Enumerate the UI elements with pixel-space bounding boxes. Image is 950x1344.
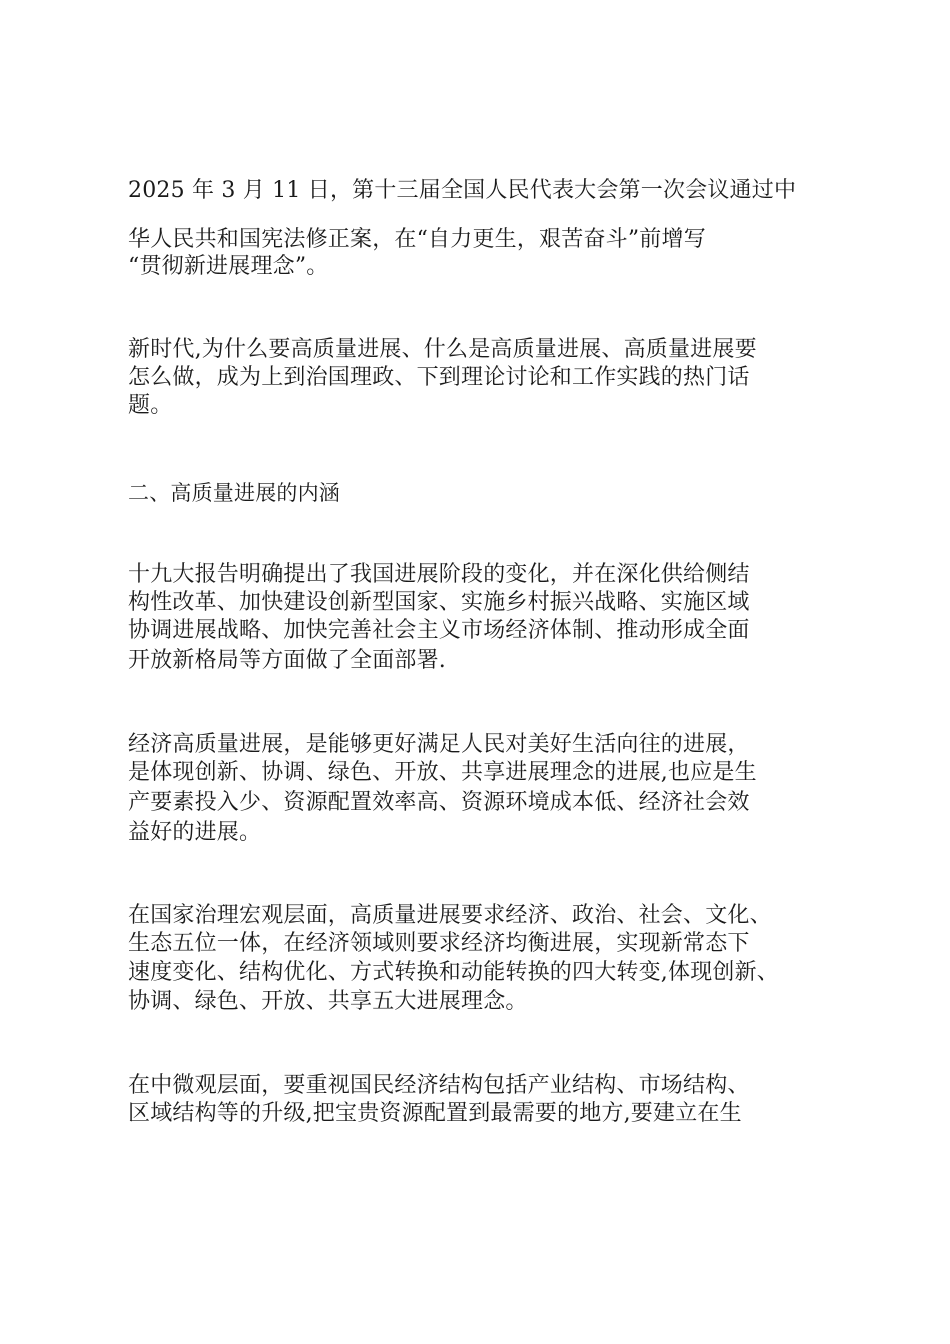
paragraph-4-line-2: 是体现创新、协调、绿色、开放、共享进展理念的进展,也应是生 — [128, 760, 757, 785]
paragraph-1-line-1: 2025 年 3 月 11 日，第十三届全国人民代表大会第一次会议通过中 — [128, 178, 797, 203]
paragraph-2-line-1: 新时代,为什么要高质量进展、什么是高质量进展、高质量进展要 — [128, 337, 757, 362]
paragraph-5-line-2: 生态五位一体，在经济领域则要求经济均衡进展，实现新常态下 — [128, 931, 750, 956]
paragraph-4-line-3: 产要素投入少、资源配置效率高、资源环境成本低、经济社会效 — [128, 790, 750, 815]
paragraph-6-line-2: 区域结构等的升级,把宝贵资源配置到最需要的地方,要建立在生 — [128, 1101, 742, 1126]
paragraph-1-line-2: 华人民共和国宪法修正案，在“自力更生，艰苦奋斗”前增写 — [128, 227, 706, 252]
paragraph-4-line-4: 益好的进展。 — [128, 820, 262, 845]
paragraph-4-line-1: 经济高质量进展，是能够更好满足人民对美好生活向往的进展， — [128, 732, 750, 757]
paragraph-6-line-1: 在中微观层面，要重视国民经济结构包括产业结构、市场结构、 — [128, 1073, 750, 1098]
section-heading: 二、高质量进展的内涵 — [128, 481, 340, 505]
paragraph-5-line-4: 协调、绿色、开放、共享五大进展理念。 — [128, 989, 528, 1014]
paragraph-2-line-2: 怎么做，成为上到治国理政、下到理论讨论和工作实践的热门话 — [128, 365, 750, 390]
paragraph-3-line-2: 构性改革、加快建设创新型国家、实施乡村振兴战略、实施区域 — [128, 590, 750, 615]
paragraph-3-line-3: 协调进展战略、加快完善社会主义市场经济体制、推动形成全面 — [128, 618, 750, 643]
paragraph-5-line-3: 速度变化、结构优化、方式转换和动能转换的四大转变,体现创新、 — [128, 960, 779, 985]
paragraph-2-line-3: 题。 — [128, 393, 173, 418]
paragraph-1-line-3: “贯彻新进展理念”。 — [128, 254, 329, 279]
paragraph-5-line-1: 在国家治理宏观层面，高质量进展要求经济、政治、社会、文化、 — [128, 903, 772, 928]
paragraph-3-line-1: 十九大报告明确提出了我国进展阶段的变化，并在深化供给侧结 — [128, 562, 750, 587]
paragraph-3-line-4: 开放新格局等方面做了全面部署. — [128, 648, 446, 673]
